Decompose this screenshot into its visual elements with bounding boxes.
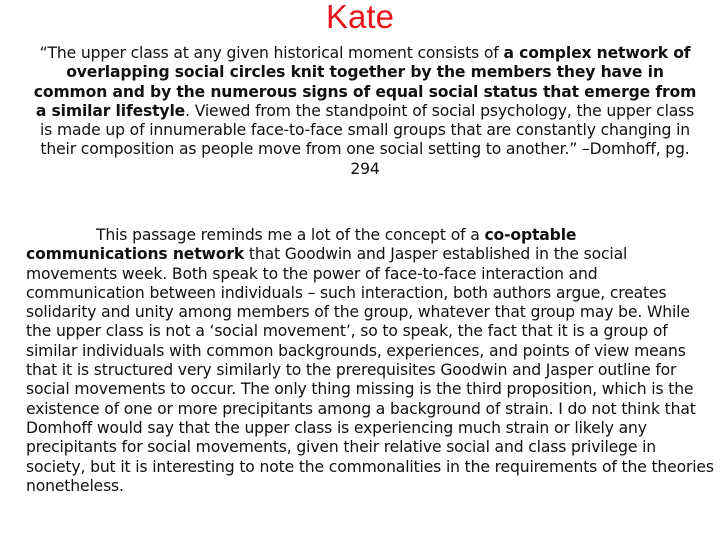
paragraph-text-start: This passage reminds me a lot of the concept of a [96,226,485,244]
quote-text-end: . Viewed from the standpoint of social psychology, the upper class is made up of innumerable face-to-face small groups that are constantly changing in their composition as people move from one social setting to another.” –Domhoff, pg. 294 [39,101,695,178]
slide-title: Kate [326,0,394,35]
paragraph-emphasis: co-optable communications network [26,226,577,264]
domhoff-quote [30,44,700,179]
quote-emphasis: a complex network of overlapping social circles knit together by the members they have in common and by the numerous signs of equal social status that emerge from a similar lifestyle [33,44,697,120]
quote-text-start: “The upper class at any given historical moment consists of [39,44,504,62]
response-paragraph [26,226,718,496]
paragraph-text-end: that Goodwin and Jasper established in the social movements week. Both speak to the power of face-to-face interaction and communication between individuals – such interaction, both authors argue, creates solidarity and unity among members of the group, whatever that group may be. While the upper class is not a ‘social movement’, so to speak, the fact that it is a group of similar individuals with common backgrounds, experiences, and points of view means that it is structured very similarly to the prerequisites Goodwin and Jasper outline for social movements to occur. The only thing missing is the third proposition, which is the existence of one or more precipitants among a background of strain. I do not think that Domhoff would say that the upper class is experiencing much strain or likely any precipitants for social movements, given their relative social and class privilege in society, but it is interesting to note the commonalities in the requirements of the theories nonetheless. [26,245,714,495]
